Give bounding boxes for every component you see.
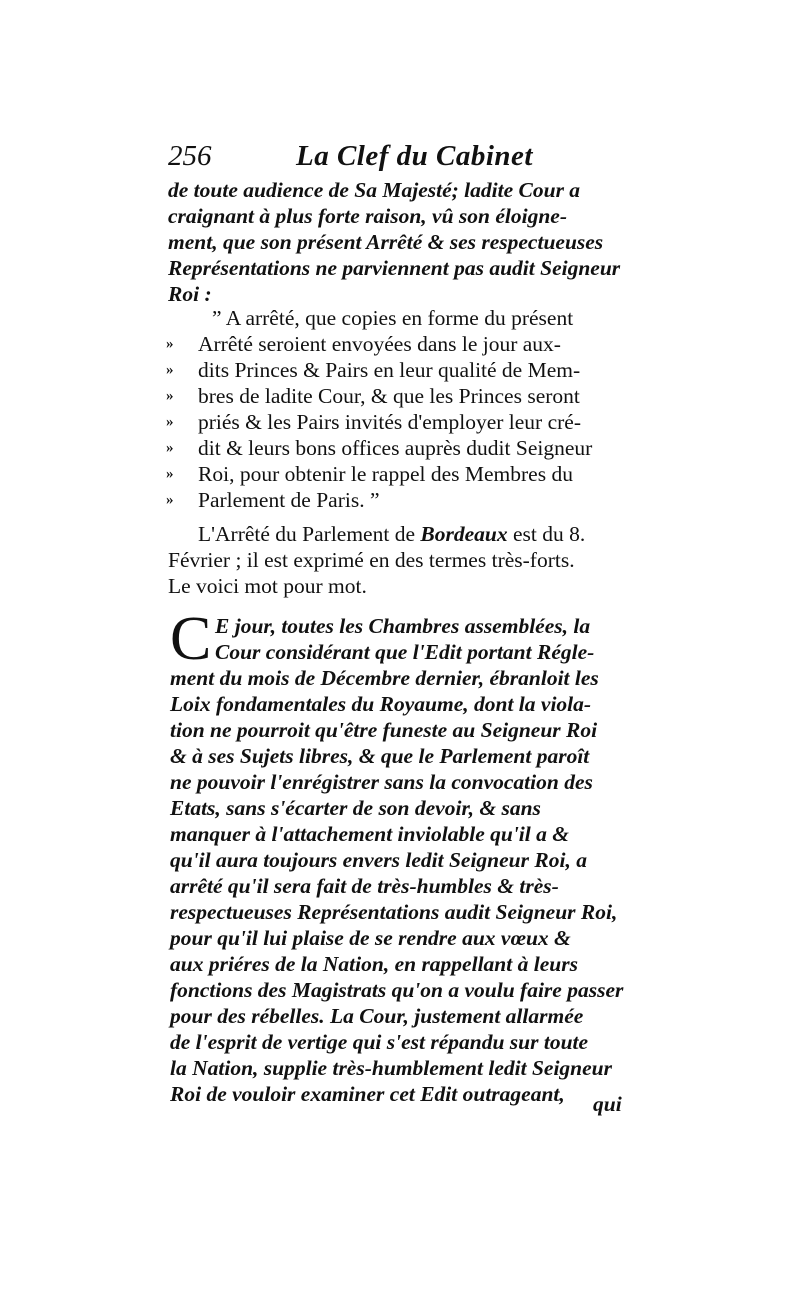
text-line: Loix fondamentales du Royaume, dont la viola- [170,692,592,716]
place-name: Bordeaux [420,522,508,546]
text-line: dits Princes & Pairs en leur qualité de Mem- [198,358,581,382]
text-line: qu'il aura toujours envers ledit Seigneur Roi, a [170,848,587,872]
text-line: Etats, sans s'écarter de son devoir, & sans [170,796,541,820]
text-line: E jour, toutes les Chambres assemblées, la [215,614,591,638]
running-title: La Clef du Cabinet [296,140,533,172]
text-line [198,521,585,547]
catchword: qui [593,1092,622,1116]
text-line: de toute audience de Sa Majesté; ladite Cour a [168,178,581,202]
text-line: pour qu'il lui plaise de se rendre aux vœux & [170,926,571,950]
text-line: dit & leurs bons offices auprès dudit Seigneur [198,436,593,460]
quote-mark: » [166,466,173,482]
quote-mark: » [166,388,173,404]
text-line: Cour considérant que l'Edit portant Régle- [215,640,595,664]
text-line: ment, que son présent Arrêté & ses respectueuses [168,230,604,254]
text-run: est du 8. [507,522,586,546]
quote-mark: » [166,440,173,456]
text-line: respectueuses Représentations audit Seigneur Roi, [170,900,618,924]
text-line: la Nation, supplie très-humblement ledit Seigneur [170,1056,612,1080]
text-line: ne pouvoir l'enrégistrer sans la convocation des [170,770,593,794]
page-number: 256 [168,140,212,172]
text-line: pour des rébelles. La Cour, justement allarmée [170,1004,584,1028]
text-line: de l'esprit de vertige qui s'est répandu sur toute [170,1030,589,1054]
text-line: tion ne pourroit qu'être funeste au Seigneur Roi [170,718,598,742]
text-line: bres de ladite Cour, & que les Princes seront [198,384,580,408]
text-line: Le voici mot pour mot. [168,574,367,598]
text-line: ” A arrêté, que copies en forme du présent [212,306,574,330]
text-line: Février ; il est exprimé en des termes très-forts. [168,548,575,572]
quote-mark: » [166,414,173,430]
text-line: ment du mois de Décembre dernier, ébranloit les [170,666,599,690]
quote-mark: » [166,492,173,508]
quote-mark: » [166,362,173,378]
text-line: & à ses Sujets libres, & que le Parlement paroît [170,744,590,768]
text-line: arrêté qu'il sera fait de très-humbles & très- [170,874,559,898]
text-line: Arrêté seroient envoyées dans le jour aux- [198,332,561,356]
text-line: Représentations ne parviennent pas audit Seigneur [168,256,621,280]
text-line: priés & les Pairs invités d'employer leur cré- [198,410,582,434]
text-line: aux priéres de la Nation, en rappellant à leurs [170,952,578,976]
text-line: Roi, pour obtenir le rappel des Membres du [198,462,573,486]
text-line: Parlement de Paris. ” [198,488,380,512]
text-run: L'Arrêté du Parlement de [198,522,421,546]
text-line: Roi : [168,282,212,306]
text-line: manquer à l'attachement inviolable qu'il a & [170,822,569,846]
text-line: Roi de vouloir examiner cet Edit outrageant, [170,1082,565,1106]
text-line: fonctions des Magistrats qu'on a voulu faire passer [170,978,624,1002]
quote-mark: » [166,336,173,352]
text-line: craignant à plus forte raison, vû son éloigne- [168,204,567,228]
drop-cap: C [170,605,212,673]
page-header [168,140,628,180]
